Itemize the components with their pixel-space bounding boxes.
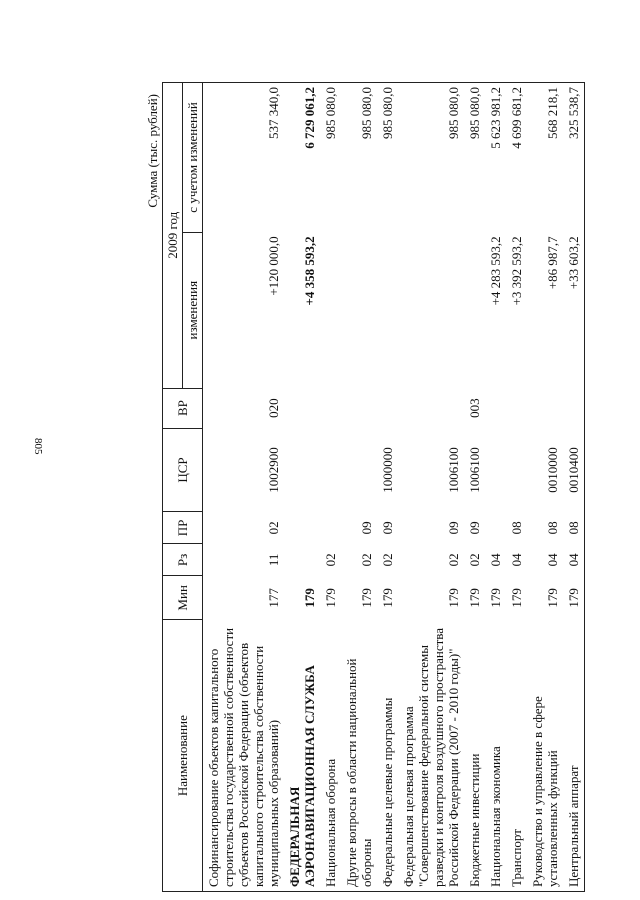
cell-rz: 02 bbox=[380, 553, 395, 567]
col-rz-header: Рз bbox=[163, 544, 203, 576]
cell-name: Национальная экономика bbox=[485, 620, 506, 892]
cell-pr bbox=[485, 512, 506, 544]
cell-pr: 08 bbox=[509, 521, 524, 535]
cell-min: 179 bbox=[467, 588, 482, 608]
cell-rz: 02 bbox=[467, 553, 482, 567]
cell-pr bbox=[284, 512, 320, 544]
col-vr-header: ВР bbox=[163, 388, 203, 428]
cell-csr bbox=[485, 428, 506, 512]
rotated-page bbox=[145, 82, 635, 892]
cell-vr bbox=[341, 388, 377, 428]
cell-change bbox=[341, 232, 377, 388]
cell-min: 179 bbox=[302, 588, 317, 608]
cell-vr bbox=[284, 388, 320, 428]
cell-min: 179 bbox=[380, 588, 395, 608]
cell-pr: 09 bbox=[467, 521, 482, 535]
cell-csr: 1006100 bbox=[446, 447, 461, 493]
cell-min: 177 bbox=[266, 588, 281, 608]
cell-min: 179 bbox=[509, 588, 524, 608]
cell-name: Национальная оборона bbox=[320, 620, 341, 892]
cell-total: 985 080,0 bbox=[464, 83, 485, 233]
table-row bbox=[203, 83, 285, 892]
cell-total: 5 623 981,2 bbox=[485, 83, 506, 233]
table-header bbox=[163, 83, 203, 892]
cell-name: Бюджетные инвестиции bbox=[464, 620, 485, 892]
page-number: 805 bbox=[32, 438, 44, 455]
cell-rz: 04 bbox=[488, 553, 503, 567]
cell-total: 6 729 061,2 bbox=[284, 83, 320, 233]
cell-name: Софинансирование объектов капитального строительства государственной собственности субъектов Российской Федерации (объектов капитального строительства собственности муниципальных образований) bbox=[203, 620, 285, 892]
cell-vr bbox=[563, 388, 585, 428]
cell-name: Транспорт bbox=[506, 620, 527, 892]
cell-vr bbox=[377, 388, 398, 428]
table-row bbox=[485, 83, 506, 892]
cell-pr: 08 bbox=[563, 512, 585, 544]
cell-csr bbox=[284, 428, 320, 512]
col-name-header: Наименование bbox=[163, 620, 203, 892]
cell-rz: 02 bbox=[323, 553, 338, 567]
table-row bbox=[527, 83, 563, 892]
cell-change bbox=[320, 232, 341, 388]
cell-name: Федеральные целевые программы bbox=[377, 620, 398, 892]
cell-change: +3 392 593,2 bbox=[509, 236, 524, 306]
cell-vr bbox=[320, 388, 341, 428]
cell-min: 179 bbox=[488, 588, 503, 608]
cell-change bbox=[464, 232, 485, 388]
units-label: Сумма (тыс. рублей) bbox=[145, 94, 160, 208]
cell-total: 325 538,7 bbox=[563, 83, 585, 233]
cell-name: Руководство и управление в сфере установленных функций bbox=[527, 620, 563, 892]
col-min-header: Мин bbox=[163, 576, 203, 620]
table-row bbox=[398, 83, 464, 892]
cell-total: 985 080,0 bbox=[377, 83, 398, 233]
cell-total: 568 218,1 bbox=[527, 83, 563, 233]
cell-csr: 0010400 bbox=[563, 428, 585, 512]
cell-rz: 04 bbox=[509, 553, 524, 567]
table-row bbox=[341, 83, 377, 892]
cell-vr bbox=[527, 388, 563, 428]
cell-total: 985 080,0 bbox=[341, 83, 377, 233]
col-csr-header: ЦСР bbox=[163, 428, 203, 512]
cell-min: 179 bbox=[563, 576, 585, 620]
cell-csr: 1000000 bbox=[380, 447, 395, 493]
cell-pr: 09 bbox=[380, 521, 395, 535]
cell-csr bbox=[341, 428, 377, 512]
table-row bbox=[506, 83, 527, 892]
cell-min: 179 bbox=[323, 588, 338, 608]
cell-min: 179 bbox=[545, 588, 560, 608]
cell-total: 985 080,0 bbox=[320, 83, 341, 233]
table-body bbox=[203, 83, 585, 892]
col-total-header: с учетом изменений bbox=[183, 83, 203, 233]
cell-change: +86 987,7 bbox=[545, 236, 560, 290]
budget-table bbox=[162, 82, 585, 892]
cell-pr bbox=[320, 512, 341, 544]
cell-total: 985 080,0 bbox=[398, 83, 464, 233]
col-change-header: изменения bbox=[183, 232, 203, 388]
cell-rz bbox=[284, 544, 320, 576]
col-pr-header: ПР bbox=[163, 512, 203, 544]
cell-pr: 09 bbox=[359, 521, 374, 535]
cell-change: +33 603,2 bbox=[563, 232, 585, 388]
cell-total: 4 699 681,2 bbox=[506, 83, 527, 233]
cell-rz: 04 bbox=[545, 553, 560, 567]
table-row bbox=[563, 83, 585, 892]
cell-change: +120 000,0 bbox=[266, 236, 281, 296]
cell-csr: 1002900 bbox=[266, 447, 281, 493]
table-row bbox=[320, 83, 341, 892]
cell-change bbox=[398, 232, 464, 388]
cell-rz: 04 bbox=[563, 544, 585, 576]
cell-pr: 02 bbox=[266, 521, 281, 535]
cell-csr bbox=[506, 428, 527, 512]
cell-vr bbox=[485, 388, 506, 428]
table-row bbox=[464, 83, 485, 892]
cell-name: Федеральная целевая программа "Совершенствование федеральной системы разведки и контроля воздушного пространства Российской Федерации (2007 - 2010 годы)" bbox=[398, 620, 464, 892]
cell-csr bbox=[320, 428, 341, 512]
year-header: 2009 год bbox=[163, 83, 183, 389]
cell-csr: 1006100 bbox=[467, 447, 482, 493]
cell-csr: 0010000 bbox=[545, 447, 560, 493]
cell-vr: 020 bbox=[266, 398, 281, 418]
cell-name: Другие вопросы в области национальной обороны bbox=[341, 620, 377, 892]
cell-min: 179 bbox=[359, 588, 374, 608]
cell-pr: 09 bbox=[446, 521, 461, 535]
cell-rz: 11 bbox=[266, 553, 281, 567]
cell-total: 537 340,0 bbox=[203, 83, 285, 233]
cell-change: +4 283 593,2 bbox=[488, 236, 503, 306]
cell-pr: 08 bbox=[545, 521, 560, 535]
cell-vr: 003 bbox=[467, 398, 482, 418]
cell-rz: 02 bbox=[446, 553, 461, 567]
cell-vr bbox=[398, 388, 464, 428]
cell-name: ФЕДЕРАЛЬНАЯ АЭРОНАВИГАЦИОННАЯ СЛУЖБА bbox=[284, 620, 320, 892]
table-row bbox=[377, 83, 398, 892]
cell-name: Центральный аппарат bbox=[563, 620, 585, 892]
table-row bbox=[284, 83, 320, 892]
cell-min: 179 bbox=[446, 588, 461, 608]
cell-change: +4 358 593,2 bbox=[302, 236, 317, 306]
cell-change bbox=[377, 232, 398, 388]
cell-vr bbox=[506, 388, 527, 428]
cell-rz: 02 bbox=[359, 553, 374, 567]
